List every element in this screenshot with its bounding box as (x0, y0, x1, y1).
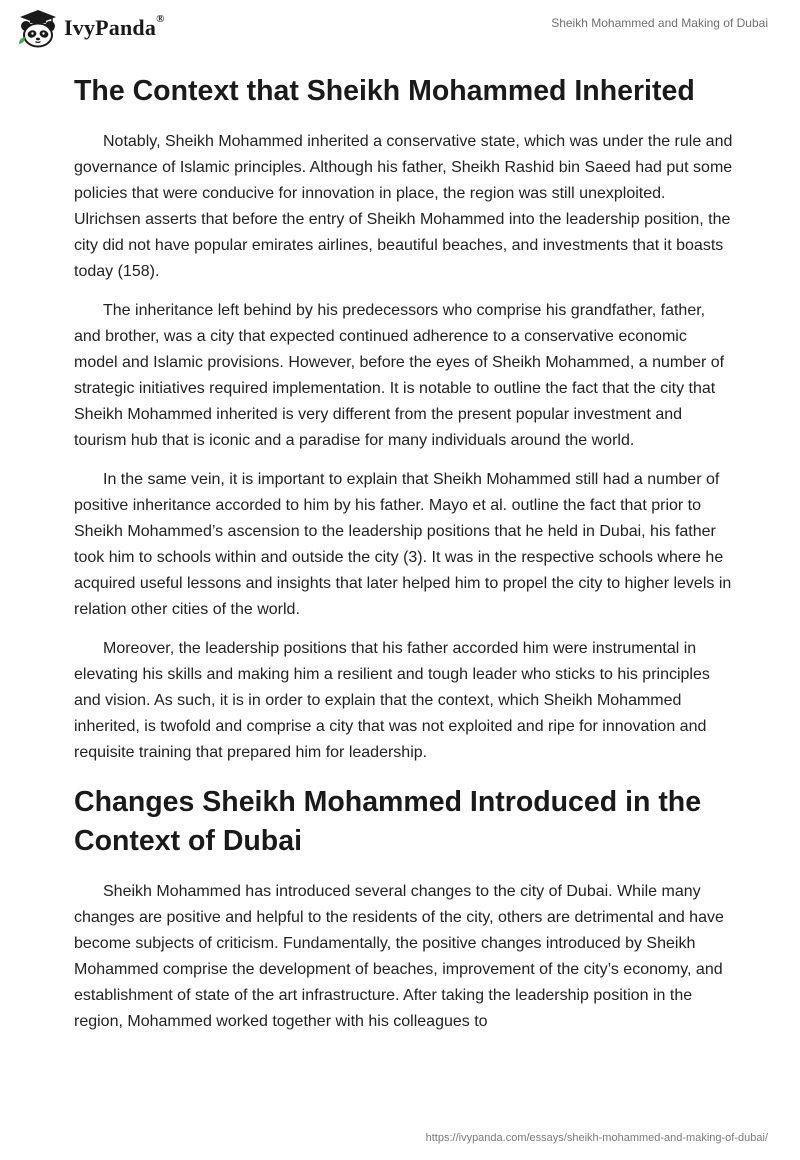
paragraph: The inheritance left behind by his predecessors who comprise his grandfather, father, and brother, was a city that expected continued adherence to a conservative economic model and Islamic provisions. However, before the eyes of Sheikh Mohammed, a number of strategic initiatives required implementation. It is notable to outline the fact that the city that Sheikh Mohammed inherited is very different from the present popular investment and tourism hub that is iconic and a paradise for many individuals around the world. (74, 302, 725, 449)
paragraph: Notably, Sheikh Mohammed inherited a conservative state, which was under the rule and governance of Islamic principles. Although his father, Sheikh Rashid bin Saeed had put some policies that were conducive for innovation in place, the region was still unexploited. Ulrichsen asserts that before the entry of Sheikh Mohammed into the leadership position, the city did not have popular emirates airlines, beautiful beaches, and investments that it boasts today (158). (74, 133, 733, 280)
section-heading-context-inherited: The Context that Sheikh Mohammed Inherited (74, 75, 695, 107)
brand-name: IvyPanda® (64, 13, 165, 40)
paragraph: Sheikh Mohammed has introduced several changes to the city of Dubai. While many changes are positive and helpful to the residents of the city, others are detrimental and have become subjects of criticism. Fundamentally, the positive changes introduced by Sheikh Mohammed comprise the development of beaches, improvement of the city’s economy, and establishment of state of the art infrastructure. After taking the leadership position in the region, Mohammed worked together with his colleagues to (74, 883, 724, 1030)
paragraph: Moreover, the leadership positions that his father accorded him were instrumental in elevating his skills and making him a resilient and tough leader who sticks to his principles and vision. As such, it is in order to explain that the context, which Sheikh Mohammed inherited, is twofold and comprise a city that was not exploited and ripe for innovation and requisite training that prepared him for leadership. (74, 640, 710, 761)
paragraph: In the same vein, it is important to explain that Sheikh Mohammed still had a number of positive inheritance accorded to him by his father. Mayo et al. outline the fact that prior to Sheikh Mohammed’s ascension to the leadership positions that he held in Dubai, his father took him to schools within and outside the city (3). It was in the respective schools where he acquired useful lessons and insights that later helped him to propel the city to higher levels in relation other cities of the world. (74, 471, 732, 618)
page-header (0, 0, 800, 60)
registered-mark: ® (156, 13, 165, 25)
essay-content (74, 68, 734, 1048)
source-url-link[interactable]: https://ivypanda.com/essays/sheikh-mohammed-and-making-of-dubai/ (425, 1132, 768, 1144)
section-heading-changes-introduced: Changes Sheikh Mohammed Introduced in the Context of Dubai (74, 786, 702, 857)
running-title: Sheikh Mohammed and Making of Dubai (551, 16, 768, 30)
panda-graduate-icon (16, 8, 60, 48)
ivypanda-logo[interactable] (16, 8, 165, 48)
